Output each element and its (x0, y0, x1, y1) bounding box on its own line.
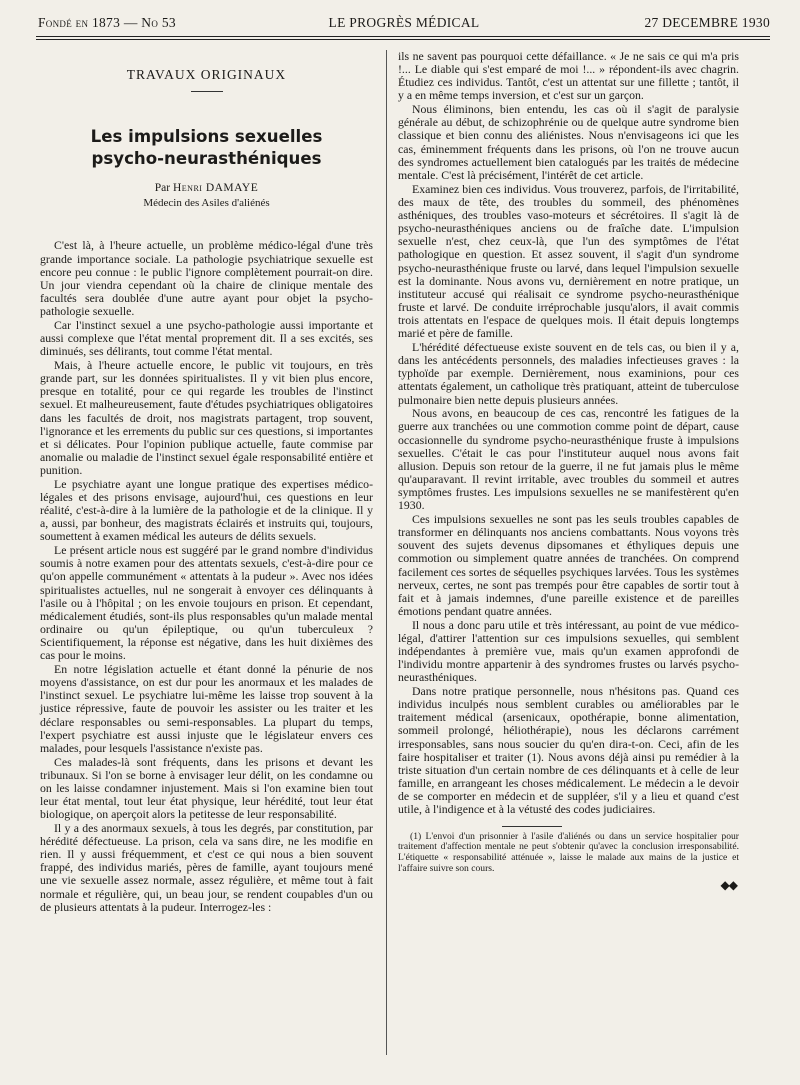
section-heading: TRAVAUX ORIGINAUX (126, 67, 287, 82)
paragraph: Nous avons, en beaucoup de ces cas, rencontré les fatigues de la guerre aux tranchées ou une commotion comme point de départ, cause occasionnelle du syndrome psycho-neurasthénique fruste à impulsions sexuelles. C'était le cas pour l'instituteur auquel nous avons fait allusion. Depuis son retour de la guerre, il ne fut jamais plus le même qu'auparavant. Il revint irritable, avec troubles du sommeil et autres symptômes frustes. Les impulsions sexuelles ne se manifestèrent qu'en 1930. (398, 406, 739, 513)
running-header (38, 15, 770, 37)
paragraph: Le psychiatre ayant une longue pratique des expertises médico-légales et des prisons envisage, aujourd'hui, ces questions en leur réalité, c'est-à-dire à la lumière de la pathologie et de la clinique. Il y a, aussi, par bonheur, des magistrats éclairés et instruits qui, toujours, soumettent à examen médical les auteurs de délits sexuels. (40, 476, 373, 544)
article-title-line1: Les impulsions sexuelles (90, 127, 323, 147)
footnote-text: (1) L'envoi d'un prisonnier à l'asile d'aliénés ou dans un service hospitalier pour traitement d'affection mentale ne peut s'obtenir qu'avec la conclusion irresponsabilité. L'étiquette « responsabilité atténuée », laisse le malade aux mains de la justice et l'affaire suivre son cours. (398, 830, 739, 874)
header-rule-thick (36, 36, 770, 37)
paragraph: Ces impulsions sexuelles ne sont pas les seuls troubles capables de transformer en délinquants nos anciens combattants. Nous voyons très souvent des sujets devenus dipsomanes et éthyliques depuis une commotion ou simplement quatre années de tranchées. On comprend facilement ces sortes de séquelles psychiques larvées. Tous les systèmes nerveux, certes, ne sont pas trempés pour être capables de sortir tout à fait et à jamais indemnes, d'une pareille existence et de pareilles émotions pendant quatre années. (398, 511, 739, 619)
byline (40, 182, 373, 195)
paragraph: Ces malades-là sont fréquents, dans les prisons et devant les tribunaux. Si l'on se borne à envisager leur délit, on les condamne ou on les laisse condamner injustement. Mais si l'on examine bien tout leur état mental, tout leur état physique, leur hérédité, tout leur état biologique, on aperçoit alors la petitesse de leur responsabilité. (40, 754, 373, 822)
end-ornament: ◆◆ (720, 877, 737, 892)
issue-date: 27 DECEMBRE 1930 (644, 15, 770, 30)
article-title-line2: psycho-neurasthéniques (91, 149, 322, 169)
paragraph: ils ne savent pas pourquoi cette défaillance. « Je ne sais ce qui m'a pris !... Le diable qui s'est emparé de moi !... » répondent-ils avec chagrin. Étudiez ces individus. Tantôt, c'est un attentat sur une fillette ; tantôt, il y a en même temps inversion, et c'est sur un garçon. (398, 49, 739, 103)
article-title (40, 126, 373, 170)
paragraph: Examinez bien ces individus. Vous trouverez, parfois, de l'irritabilité, des maux de tête, des troubles du sommeil, des phénomènes asthéniques, des troubles vaso-moteurs et sécrétoires. Il s'agit là de psycho-neurasthéniques anciens ou de fraîche date. L'impulsion sexuelle n'est, chez ceux-là, que l'un des symptômes de l'état pathologique en question. Et assez souvent, il s'agit d'un syndrome psycho-neurasthénique fruste ou larvé, dans lequel l'impulsion sexuelle est la dominante. Nous avons vu, dernièrement en notre pratique, un instituteur accusé qui réalisait ce syndrome psycho-neurasthénique fruste et larvé. De conduite irréprochable jusqu'alors, il avait commis trois attentats en l'espace de quelques mois. Il était depuis longtemps marié et père de famille. (398, 181, 739, 341)
paragraph: Le présent article nous est suggéré par le grand nombre d'individus soumis à notre examen pour des attentats sexuels, c'est-à-dire pour ce qu'on appelle communément « attentats à la pudeur ». Avec nos idées spiritualistes actuelles, nul ne songerait à envoyer ces délinquants à l'asile ou à l'hôpital ; on les envoie toujours en prison. Et cependant, médicalement étudiés, sont-ils plus responsables qu'un malade mental ordinaire ou qu'un épileptique, ou qu'un tuberculeux ? Scientifiquement, la réponse est négative, dans les huit dixièmes des cas pour le moins. (40, 543, 373, 663)
left-body (40, 239, 373, 913)
section-rule (191, 91, 223, 92)
byline-prefix: Par (154, 182, 171, 195)
left-column (40, 50, 373, 914)
author-name: Henri DAMAYE (172, 182, 259, 195)
paragraph: Car l'instinct sexuel a une psycho-pathologie aussi importante et aussi complexe que l'état mental proprement dit. Il a ses excités, ses diminués, ses délirants, tout comme l'état mental. (40, 317, 373, 359)
paragraph: L'hérédité défectueuse existe souvent en de tels cas, ou bien il y a, dans les antécédents personnels, des maladies infectieuses graves : la typhoïde par exemple. Dernièrement, nous examinions, pour ces attentats également, un catholique très pratiquant, atteint de tuberculose pulmonaire bien nette depuis plusieurs années. (398, 339, 739, 407)
journal-title: LE PROGRÈS MÉDICAL (328, 15, 480, 30)
author-affiliation: Médecin des Asiles d'aliénés (143, 197, 270, 210)
column-divider (386, 50, 387, 1055)
paragraph: Nous éliminons, bien entendu, les cas où il s'agit de paralysie générale au début, de schizophrénie ou de quelque autre syndrome bien classique et bien connu des aliénistes. Nous n'envisageons ici que les cas, éminemment fréquents dans les prisons, où l'on ne trouve aucun des syndromes actuellement bien catalogués par les traités de médecine mentale. C'est là précisément, l'intérêt de cet article. (398, 102, 739, 182)
footnote-rule (502, 826, 562, 827)
footnote (398, 832, 739, 875)
paragraph: Mais, à l'heure actuelle encore, le public vit toujours, en très grande part, sur les données spiritualistes. Il y vit bien plus encore, presque en totalité, pour ce qui regarde les troubles de l'instinct sexuel. Et malheureusement, faute d'études psychiatriques obligatoires dans les facultés de droit, nos magistrats partagent, trop souvent, l'ignorance et les errements du public sur ces questions, si importantes et si délicates. Pour l'opinion publique actuelle, faute commise par anomalie ou maladie de l'instinct sexuel égale responsabilité entière et punition. (40, 357, 373, 478)
paragraph: Dans notre pratique personnelle, nous n'hésitons pas. Quand ces individus inculpés nous semblent curables ou améliorables par le traitement médical (arsenicaux, opothérapie, bonne alimentation, sommeil prolongé, héliothérapie), nous les déclarons carrément irresponsables, sans nous soucier du qu'en dira-t-on. Ceci, afin de les faire hospitaliser et traiter (1). Nous avons déjà ainsi pu remédier à la triste situation d'un certain nombre de ces délinquants et à celle de leur famille, en arrangeant les choses médicalement. Le médecin a le devoir de se comporter en médecin et de suppléer, s'il y a lieu et quand c'est utile, à l'indigence et à la vétusté des codes judiciaires. (398, 684, 739, 817)
founding-note: Fondé en 1873 — No 53 (38, 15, 176, 30)
paragraph: Il y a des anormaux sexuels, à tous les degrés, par constitution, par hérédité défectueuse. La prison, cela va sans dire, ne les modifie en rien. Il y aussi fréquemment, et c'est ce qui nous a bien souvent frappé, des individus mariés, pères de famille, ayant toujours mené une vie sexuelle assez normale, assez régulière, et même tout à fait normale et régulière, qui, un beau jour, se rendent coupables d'un ou de plusieurs attentats à la pudeur. Interrogez-les : (40, 820, 373, 914)
header-rule-thin (36, 39, 770, 40)
paragraph: En notre législation actuelle et étant donné la pénurie de nos moyens d'assistance, on est dur pour les anormaux et les malades de l'instinct sexuel. Le psychiatre lui-même les laisse trop souvent à la justice répressive, faute de pouvoir les assister ou les traiter et les déclare responsables ou semi-responsables. La plupart du temps, l'expert psychiatre est aussi injuste que le législateur envers ces malades, pour lesquels l'assistance n'existe pas. (40, 661, 373, 755)
right-column (398, 50, 739, 892)
paragraph: C'est là, à l'heure actuelle, un problème médico-légal d'une très grande importance sociale. La pathologie psychiatrique sexuelle est encore peu connue : le public l'ignore complètement pourrait-on dire. Un jour viendra cependant où la chaire de clinique mentale des facultés sera doublée d'une autre ayant pour objet la psycho-pathologie sexuelle. (40, 238, 373, 319)
paragraph: Il nous a donc paru utile et très intéressant, au point de vue médico-légal, d'attirer l'attention sur ces impulsions sexuelles, qui semblent indépendantes à première vue, mais qu'un examen approfondi de l'individu montre appartenir à des syndromes frustes ou larvés psycho-neurasthéniques. (398, 617, 739, 685)
